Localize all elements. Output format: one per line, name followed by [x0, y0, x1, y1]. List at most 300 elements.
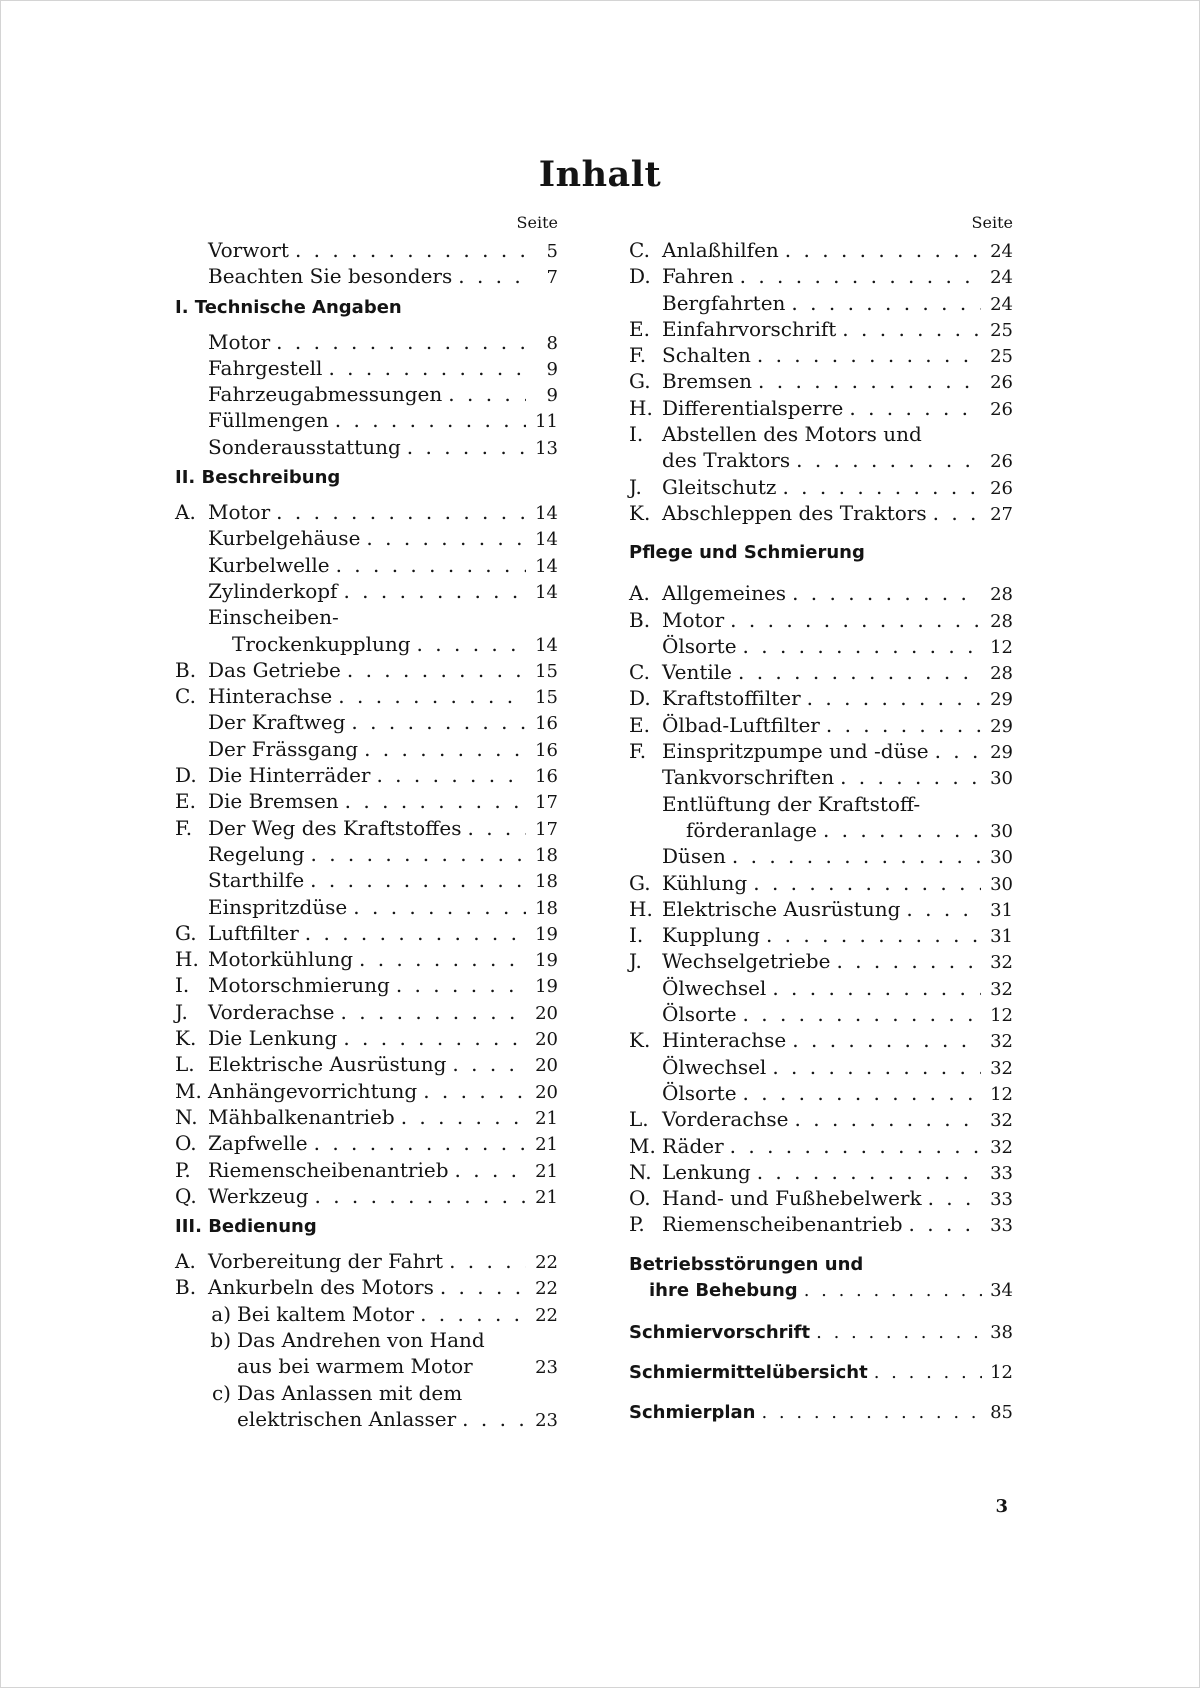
entry-title: Kurbelwelle [208, 552, 330, 577]
entry-title: Die Hinterräder [208, 763, 371, 788]
dot-leader [842, 316, 981, 342]
entry-page: 28 [990, 584, 1013, 606]
dot-leader [276, 499, 526, 525]
entry-title: Abschleppen des Traktors [662, 500, 927, 525]
entry-page: 11 [535, 411, 558, 433]
dot-leader [335, 407, 526, 433]
dot-leader [314, 1130, 526, 1156]
dot-leader [785, 237, 981, 263]
dot-leader [909, 1211, 981, 1237]
entry-page: 25 [990, 346, 1013, 368]
entry-marker: L. [175, 1052, 195, 1077]
entry-marker: M. [175, 1078, 202, 1103]
entry-page: 21 [535, 1134, 558, 1156]
entry-page: 14 [535, 634, 558, 656]
toc-entry [175, 1025, 558, 1051]
entry-page: 16 [535, 739, 558, 761]
entry-page: 24 [990, 293, 1013, 315]
toc-entry [175, 972, 558, 998]
dot-leader [311, 841, 527, 867]
entry-page: 31 [990, 926, 1013, 948]
toc-entry [629, 395, 1013, 421]
page-number: 3 [995, 1496, 1008, 1517]
dot-leader [323, 1214, 550, 1240]
heading-text: Pflege und Schmierung [629, 542, 865, 564]
toc-entry [629, 474, 1013, 500]
dot-leader [347, 657, 526, 683]
entry-page: 20 [535, 1029, 558, 1051]
heading-page: 12 [990, 1361, 1013, 1383]
entry-page: 27 [990, 503, 1013, 525]
dot-leader [761, 1400, 982, 1426]
entry-page: 32 [990, 952, 1013, 974]
entry-title: Der Frässgang [208, 736, 359, 761]
entry-page: 21 [535, 1160, 558, 1182]
toc-entry [175, 1248, 558, 1274]
entry-title: Vorderachse [662, 1107, 789, 1132]
toc-entry [629, 712, 1013, 738]
toc-entry [175, 762, 558, 788]
toc-entry [629, 1001, 1013, 1027]
toc-entry [175, 237, 558, 263]
entry-page: 33 [990, 1215, 1013, 1237]
entry-title: Motor [208, 329, 271, 354]
dot-leader [743, 1080, 981, 1106]
entry-title: des Traktors [662, 448, 791, 473]
entry-title: Starthilfe [208, 868, 305, 893]
entry-page: 8 [546, 332, 558, 354]
dot-leader [823, 817, 981, 843]
dot-leader [345, 788, 526, 814]
toc-entry [629, 817, 1013, 843]
entry-title: Elektrische Ausrüstung [662, 896, 901, 921]
entry-title: Riemenscheibenantrieb [662, 1212, 903, 1237]
entry-title: Beachten Sie besonders [208, 264, 453, 289]
section-heading-continued [629, 1278, 1013, 1304]
toc-entry [175, 1183, 558, 1209]
dot-leader [874, 1360, 982, 1386]
toc-entry [175, 355, 558, 381]
entry-title: Kraftstoffilter [662, 686, 801, 711]
entry-title: Riemenscheibenantrieb [208, 1157, 449, 1182]
toc-entry [175, 946, 558, 972]
toc-entry [629, 1080, 1013, 1106]
dot-leader [455, 1157, 526, 1183]
dot-leader [462, 1406, 526, 1432]
entry-page: 23 [535, 1409, 558, 1431]
heading-text: Schmiermittelübersicht [629, 1361, 868, 1383]
entry-marker: H. [175, 947, 199, 972]
dot-leader [757, 342, 981, 368]
entry-page: 18 [535, 897, 558, 919]
dot-leader [295, 237, 526, 263]
dot-leader [906, 896, 981, 922]
entry-title: Zapfwelle [208, 1131, 308, 1156]
toc-entry [629, 659, 1013, 685]
toc-entry [175, 329, 558, 355]
entry-marker: C. [175, 684, 196, 709]
toc-entry [175, 499, 558, 525]
entry-page: 30 [990, 847, 1013, 869]
entry-page: 9 [546, 385, 558, 407]
toc-entry [175, 683, 558, 709]
dot-leader [359, 946, 526, 972]
entry-marker: P. [175, 1157, 191, 1182]
dot-leader [933, 500, 981, 526]
entry-title: Anhängevorrichtung [208, 1078, 418, 1103]
entry-marker: D. [175, 763, 197, 788]
entry-page: 30 [990, 768, 1013, 790]
entry-title: Wechselgetriebe [662, 949, 831, 974]
toc-entry [175, 1406, 558, 1432]
entry-marker: H. [629, 896, 653, 921]
toc-entry [175, 263, 558, 289]
toc-entry [175, 1130, 558, 1156]
entry-title: Hand- und Fußhebelwerk [662, 1186, 922, 1211]
toc-entry [175, 1157, 558, 1183]
heading-page: 34 [990, 1279, 1013, 1301]
dot-leader [840, 764, 981, 790]
entry-marker: I. [629, 923, 644, 948]
entry-title: Zylinderkopf [208, 578, 338, 603]
toc-entry [629, 290, 1013, 316]
dot-leader [310, 867, 526, 893]
entry-page: 32 [990, 1136, 1013, 1158]
heading-text: I. Technische Angaben [175, 296, 402, 318]
entry-page: 7 [546, 267, 558, 289]
dot-leader [305, 920, 526, 946]
toc-column-right [629, 212, 1013, 1440]
dot-leader [792, 580, 981, 606]
entry-page: 29 [990, 715, 1013, 737]
entry-page: 5 [546, 241, 558, 262]
dot-leader [338, 683, 526, 709]
dot-leader [364, 736, 526, 762]
toc-entry [175, 841, 558, 867]
entry-title: Einspritzdüse [208, 894, 348, 919]
entry-title: Die Bremsen [208, 789, 339, 814]
toc-entry [629, 500, 1013, 526]
entry-marker: C. [629, 238, 650, 262]
toc-entry [175, 407, 558, 433]
dot-leader [795, 1106, 981, 1132]
heading-text: Betriebsstörungen und [629, 1253, 864, 1275]
entry-page: 32 [990, 1110, 1013, 1132]
section-heading [175, 1214, 558, 1240]
toc-entry [175, 525, 558, 551]
heading-text: Schmierplan [629, 1401, 756, 1423]
dot-leader [458, 263, 526, 289]
heading-page: 38 [990, 1321, 1013, 1343]
entry-title: Die Lenkung [208, 1026, 338, 1051]
toc-entry [629, 738, 1013, 764]
toc-entry [629, 1027, 1013, 1053]
dot-leader [743, 1001, 981, 1027]
toc-entry [175, 1078, 558, 1104]
entry-page: 17 [535, 818, 558, 840]
entry-page: 14 [535, 503, 558, 525]
dot-leader [849, 395, 981, 421]
entry-page: 18 [535, 844, 558, 866]
toc-entry [175, 578, 558, 604]
dot-leader [816, 1320, 982, 1346]
entry-page: 12 [990, 636, 1013, 658]
entry-page: 29 [990, 689, 1013, 711]
entry-marker: H. [629, 395, 653, 420]
dot-leader [396, 972, 526, 998]
entry-title: Mähbalkenantrieb [208, 1104, 395, 1129]
toc-entry [175, 709, 558, 735]
entry-title: Kupplung [662, 923, 760, 948]
dot-leader [871, 540, 1005, 566]
entry-title: Ölsorte [662, 633, 737, 658]
entry-marker: F. [629, 739, 647, 764]
dot-leader [807, 685, 981, 711]
entry-title: Ankurbeln des Motors [208, 1275, 434, 1300]
toc-entry [629, 764, 1013, 790]
entry-marker: Q. [175, 1183, 197, 1208]
heading-text: ihre Behebung [649, 1279, 798, 1301]
dot-leader [732, 843, 981, 869]
entry-title: Gleitschutz [662, 474, 777, 499]
entry-title: Anlaßhilfen [662, 238, 779, 262]
entry-title: Motor [208, 500, 271, 525]
entry-page: 14 [535, 555, 558, 577]
dot-leader [448, 381, 526, 407]
dot-leader [772, 1054, 981, 1080]
dot-leader [468, 815, 527, 841]
toc-entry [175, 1104, 558, 1130]
dot-leader [766, 922, 981, 948]
entry-page: 17 [535, 792, 558, 814]
toc-entry [175, 894, 558, 920]
entry-title: Schalten [662, 343, 751, 368]
toc-entry [629, 580, 1013, 606]
seite-label: Seite [516, 213, 558, 232]
entry-page: 26 [990, 477, 1013, 499]
entry-title: Ölsorte [662, 1080, 737, 1105]
entry-title: Das Andrehen von Hand [237, 1327, 485, 1352]
entry-page: 22 [535, 1278, 558, 1300]
toc-entry [629, 975, 1013, 1001]
toc-entry [629, 1106, 1013, 1132]
entry-page: 19 [535, 950, 558, 972]
entry-title: Lenkung [662, 1159, 751, 1184]
entry-title: Füllmengen [208, 408, 329, 433]
entry-page: 32 [990, 1031, 1013, 1053]
toc-entry [629, 237, 1013, 263]
entry-title: Motor [662, 607, 725, 632]
entry-marker: I. [629, 422, 644, 447]
entry-title: Tankvorschriften [662, 765, 835, 790]
toc-entry [175, 1301, 558, 1327]
dot-leader [730, 1133, 981, 1159]
section-heading [629, 1320, 1013, 1346]
entry-marker: D. [629, 264, 651, 289]
entry-page: 14 [535, 581, 558, 603]
entry-marker: a) [211, 1301, 231, 1326]
toc-entry [629, 368, 1013, 394]
entry-title: Kühlung [662, 870, 748, 895]
entry-marker: c) [211, 1380, 231, 1405]
entry-title: Motorkühlung [208, 947, 353, 972]
dot-leader [353, 894, 526, 920]
dot-leader [753, 870, 981, 896]
entry-marker: A. [175, 1249, 196, 1274]
entry-title: elektrischen Anlasser [237, 1406, 457, 1431]
dot-leader [343, 578, 526, 604]
entry-title: Einscheiben- [208, 605, 339, 630]
entry-marker: E. [175, 789, 196, 814]
dot-leader [351, 709, 526, 735]
dot-leader [341, 999, 526, 1025]
toc-entry [629, 607, 1013, 633]
entry-marker: J. [175, 999, 188, 1024]
entry-title: förderanlage [686, 817, 817, 842]
entry-title: Düsen [662, 844, 726, 869]
seite-label: Seite [971, 213, 1013, 232]
dot-leader [928, 1185, 981, 1211]
entry-title: Hinterachse [208, 684, 333, 709]
entry-marker: G. [629, 870, 651, 895]
dot-leader [782, 474, 981, 500]
entry-page: 31 [990, 899, 1013, 921]
entry-page: 22 [535, 1304, 558, 1326]
dot-leader [423, 1078, 526, 1104]
toc-entry [175, 604, 558, 630]
heading-text: II. Beschreibung [175, 467, 341, 489]
entry-title: Motorschmierung [208, 973, 390, 998]
entry-marker: A. [175, 500, 196, 525]
entry-title: Differentialsperre [662, 395, 844, 420]
entry-title: Bei kaltem Motor [237, 1301, 415, 1326]
entry-marker: I. [175, 973, 190, 998]
entry-marker: J. [629, 474, 642, 499]
entry-marker: b) [210, 1327, 231, 1352]
entry-page: 29 [990, 742, 1013, 764]
dot-leader [343, 1025, 526, 1051]
entry-page: 16 [535, 713, 558, 735]
toc-entry [629, 685, 1013, 711]
entry-page: 28 [990, 663, 1013, 685]
entry-title: Werkzeug [208, 1183, 309, 1208]
toc-entry [629, 263, 1013, 289]
dot-leader [417, 631, 526, 657]
toc-entry [629, 843, 1013, 869]
toc-entry [175, 867, 558, 893]
entry-page: 12 [990, 1005, 1013, 1027]
entry-page: 32 [990, 978, 1013, 1000]
entry-page: 26 [990, 398, 1013, 420]
toc-entry [175, 631, 558, 657]
entry-title: Regelung [208, 841, 305, 866]
entry-marker: A. [629, 581, 650, 606]
toc-entry [629, 421, 1013, 447]
entry-marker: N. [175, 1104, 198, 1129]
entry-page: 30 [990, 873, 1013, 895]
entry-title: Bergfahrten [662, 290, 786, 315]
entry-title: Einfahrvorschrift [662, 316, 837, 341]
entry-title: aus bei warmem Motor [237, 1354, 473, 1379]
entry-title: Ölbad-Luftfilter [662, 712, 820, 737]
entry-marker: B. [175, 1275, 197, 1300]
section-heading [629, 1400, 1013, 1426]
entry-title: Das Getriebe [208, 657, 341, 682]
entry-marker: E. [629, 712, 650, 737]
entry-marker: B. [629, 607, 651, 632]
entry-title: Hinterachse [662, 1028, 787, 1053]
entry-title: Bremsen [662, 369, 753, 394]
section-heading [175, 295, 558, 321]
dot-leader [376, 762, 526, 788]
section-heading [629, 540, 1013, 566]
toc-entry [629, 342, 1013, 368]
entry-marker: O. [629, 1186, 651, 1211]
entry-page: 23 [535, 1357, 558, 1379]
dot-leader [408, 295, 550, 321]
dot-leader [826, 712, 981, 738]
toc-entry [175, 736, 558, 762]
entry-marker: N. [629, 1159, 652, 1184]
section-heading [175, 465, 558, 491]
dot-leader [401, 1104, 526, 1130]
entry-title: Einspritzpumpe und -düse [662, 739, 929, 764]
dot-leader [366, 525, 526, 551]
entry-marker: C. [629, 660, 650, 685]
dot-leader [836, 948, 981, 974]
toc-entry [629, 1054, 1013, 1080]
entry-marker: D. [629, 686, 651, 711]
dot-leader [315, 1183, 527, 1209]
entry-page: 20 [535, 1081, 558, 1103]
toc-entry [175, 1380, 558, 1406]
toc-entry [629, 1133, 1013, 1159]
toc-entry [629, 1185, 1013, 1211]
dot-leader [738, 659, 981, 685]
dot-leader [758, 368, 981, 394]
entry-page: 15 [535, 687, 558, 709]
entry-title: Vorwort [208, 238, 289, 262]
section-heading [629, 1252, 1013, 1278]
entry-page: 25 [990, 319, 1013, 341]
entry-page: 21 [535, 1186, 558, 1208]
toc-entry [629, 316, 1013, 342]
entry-title: Ölsorte [662, 1002, 737, 1027]
entry-page: 28 [990, 610, 1013, 632]
toc-entry [629, 1211, 1013, 1237]
entry-marker: F. [175, 815, 193, 840]
entry-title: Der Kraftweg [208, 710, 346, 735]
entry-title: Luftfilter [208, 920, 299, 945]
entry-title: Entlüftung der Kraftstoff- [662, 791, 921, 816]
dot-leader [757, 1159, 981, 1185]
dot-leader [796, 447, 981, 473]
entry-page: 14 [535, 529, 558, 551]
entry-marker: K. [175, 1026, 197, 1051]
heading-text: Schmiervorschrift [629, 1321, 811, 1343]
entry-marker: O. [175, 1131, 197, 1156]
dot-leader [440, 1274, 526, 1300]
dot-leader [336, 552, 526, 578]
entry-title: Sonderausstattung [208, 434, 401, 459]
entry-page: 24 [990, 241, 1013, 262]
dot-leader [346, 465, 550, 491]
entry-marker: F. [629, 343, 647, 368]
toc-column-left [175, 212, 558, 1432]
entry-marker: K. [629, 500, 651, 525]
entry-page: 12 [990, 1083, 1013, 1105]
entry-page: 15 [535, 660, 558, 682]
